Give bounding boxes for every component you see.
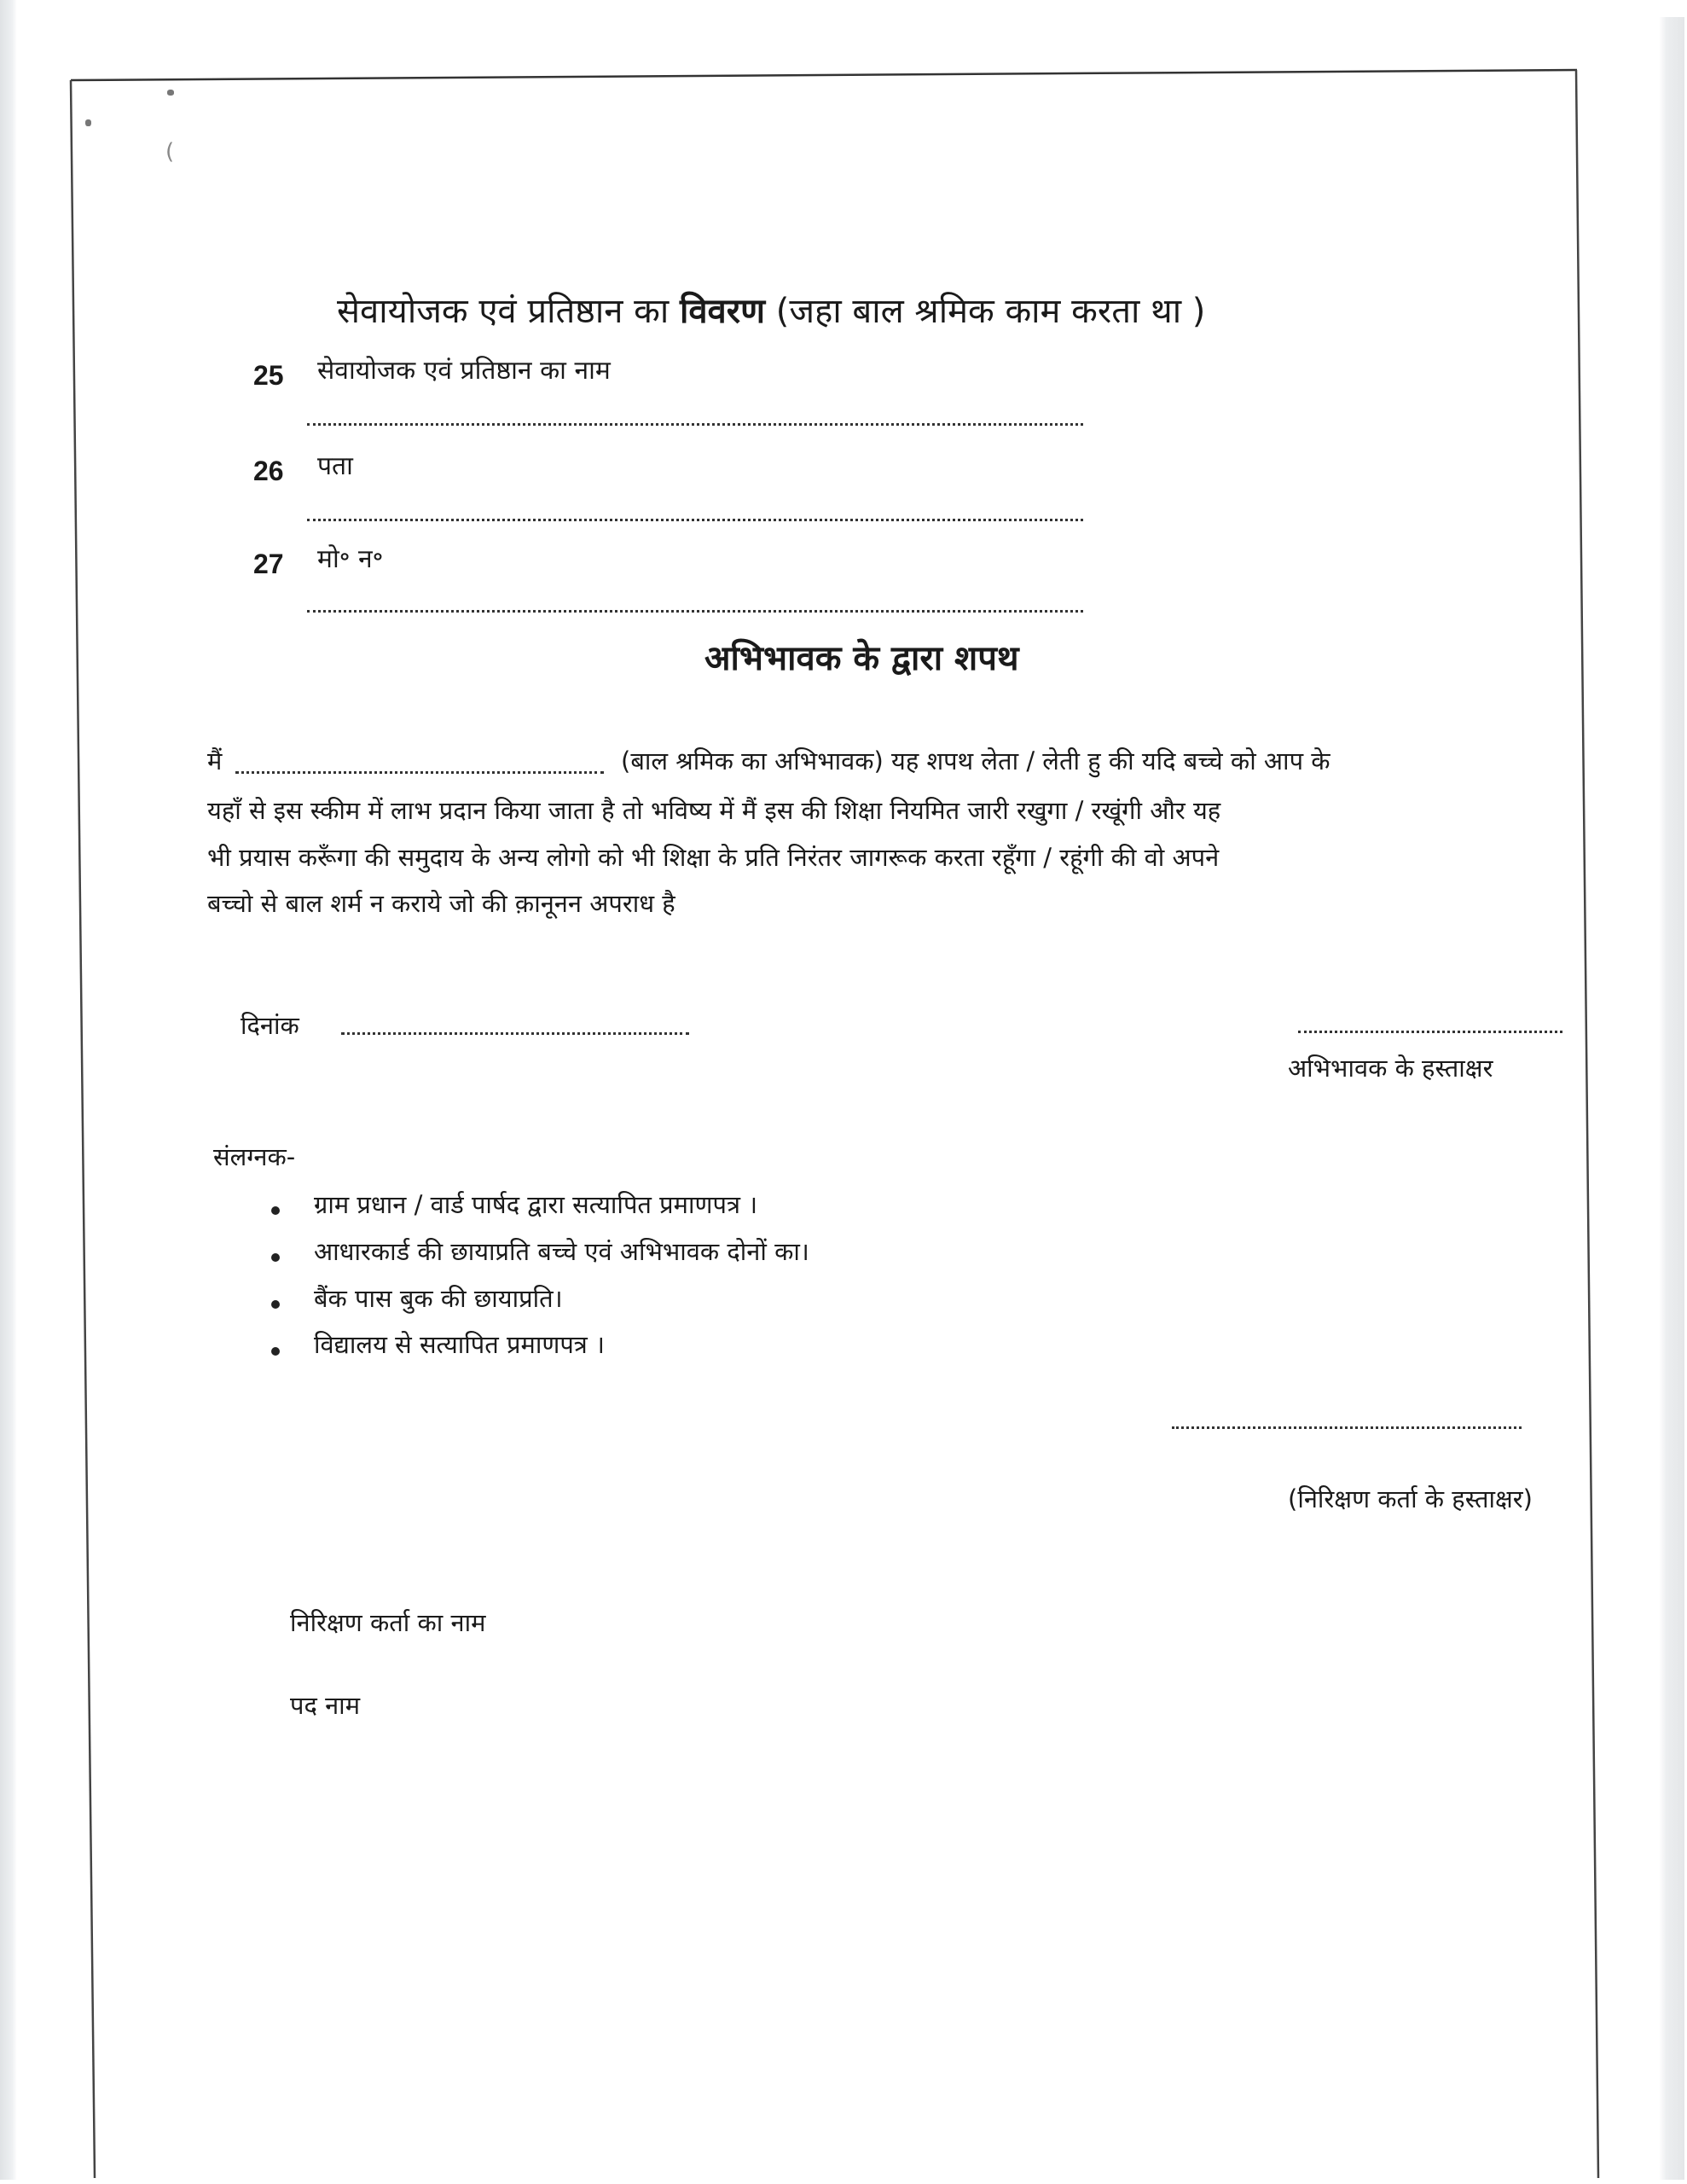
attachments-heading: संलग्नक- [213, 1142, 296, 1171]
oath-line-2: यहाँ से इस स्कीम में लाभ प्रदान किया जाता है तो भविष्य में मैं इस की शिक्षा नियमित जारी रखुगा / रखूंगी और यह [207, 796, 1221, 825]
oath-line-1-prefix: मैं [207, 746, 223, 775]
guardian-signature-line[interactable] [1298, 1031, 1562, 1033]
border-top [71, 70, 1577, 80]
date-label: दिनांक [241, 1011, 299, 1040]
address-label: पता [317, 451, 353, 481]
bullet-icon [271, 1253, 280, 1262]
mobile-number-label: मो॰ न॰ [317, 544, 384, 574]
guardian-signature-label: अभिभावक के हस्ताक्षर [1288, 1054, 1493, 1083]
section-heading-bold: विवरण [679, 292, 766, 331]
inspector-signature-line[interactable] [1172, 1426, 1522, 1429]
attachment-item: आधारकार्ड की छायाप्रति बच्चे एवं अभिभावक दोनों का। [314, 1237, 809, 1266]
mobile-number-field[interactable] [307, 610, 1083, 613]
oath-title: अभिभावक के द्वारा शपथ [704, 639, 1019, 678]
date-field[interactable] [341, 1032, 689, 1035]
field-number: 25 [253, 360, 284, 391]
oath-line-3: भी प्रयास करूँगा की समुदाय के अन्य लोगो को भी शिक्षा के प्रति निरंतर जागरूक करता रहूँगा / रहूंगी की वो अपने [207, 843, 1220, 872]
field-number: 26 [253, 456, 284, 486]
designation-label: पद नाम [290, 1691, 361, 1720]
oath-line-1: (बाल श्रमिक का अभिभावक) यह शपथ लेता / लेती हु की यदि बच्चे को आप के [621, 746, 1330, 775]
attachment-item: बैंक पास बुक की छायाप्रति। [314, 1284, 563, 1313]
scan-mark: ( [165, 139, 175, 165]
border-left [71, 80, 95, 2178]
address-field[interactable] [307, 519, 1083, 521]
field-number: 27 [253, 549, 284, 579]
section-heading-normal: सेवायोजक एवं प्रतिष्ठान का [337, 292, 680, 331]
bullet-icon [271, 1206, 280, 1215]
scan-speck [85, 119, 91, 126]
guardian-name-field[interactable] [235, 771, 604, 774]
employer-name-field[interactable] [307, 423, 1083, 426]
attachment-item: विद्यालय से सत्यापित प्रमाणपत्र । [314, 1330, 606, 1359]
scan-speck [167, 90, 174, 96]
inspector-signature-label: (निरिक्षण कर्ता के हस्ताक्षर) [1288, 1484, 1533, 1513]
inspector-name-label: निरिक्षण कर्ता का नाम [290, 1608, 486, 1637]
bullet-icon [271, 1300, 280, 1309]
attachment-item: ग्राम प्रधान / वार्ड पार्षद द्वारा सत्यापित प्रमाणपत्र । [314, 1190, 758, 1219]
oath-line-4: बच्चो से बाल शर्म न कराये जो की क़ानूनन अपराध है [207, 889, 675, 918]
bullet-icon [271, 1347, 280, 1356]
employer-name-label: सेवायोजक एवं प्रतिष्ठान का नाम [317, 356, 611, 386]
border-right [1576, 70, 1598, 2178]
section-heading-tail: (जहा बाल श्रमिक काम करता था ) [765, 292, 1206, 331]
section-heading [337, 292, 1206, 331]
